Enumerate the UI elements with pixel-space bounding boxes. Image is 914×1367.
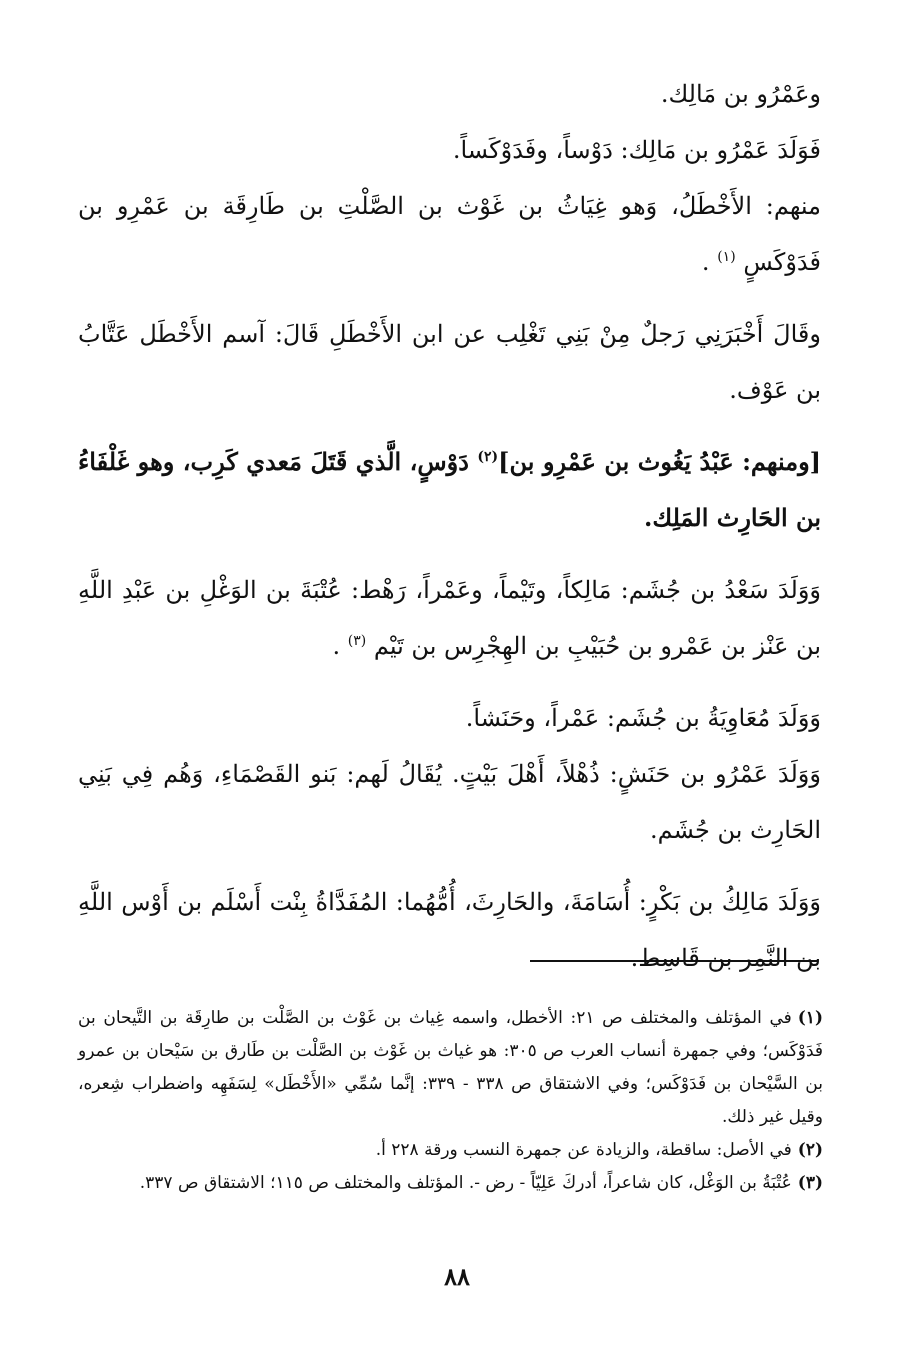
footnote-text: في المؤتلف والمختلف ص ٢١: الأخطل، واسمه غِياث بن غَوْث بن الصَّلْت بن طارِقَة بن التَّيحان بن فَدَوْكَس؛ وفي جمهرة أنساب العرب ص ٣٠٥: هو غياث بن غَوْث بن الصَّلْت بن طَارق بن سَيْحان بن عمرو بن السَّيْحان بن فَدَوْكَس؛ وفي الاشتقاق ص ٣٣٨ - ٣٣٩: إنَّما سُمِّي «الأَخْطَل» لِسَفَهِه واضطراب شِعره، وقيل غير ذلك. [78, 1008, 823, 1127]
footnote-text: في الأصل: ساقطة، والزيادة عن جمهرة النسب ورقة ٢٢٨ أ. [375, 1140, 792, 1160]
paragraph-4: وقَالَ أَخْبَرَنِي رَجلٌ مِنْ بَنِي تَغْلِب عن ابن الأَخْطَلِ قَالَ: آسم الأَخْطَل عَتَّابُ بن عَوْف. [78, 320, 821, 404]
footnote-text: عُتْبَةُ بن الوَغْل، كان شاعراً، أدركَ عَلِيّاً - رض -. المؤتلف والمختلف ص ١١٥؛ الاشتقاق ص ٣٣٧. [139, 1173, 792, 1193]
footnote-ref-1: (١) [717, 249, 736, 265]
footnotes [78, 1002, 823, 1200]
footnote-number: (٣) [797, 1173, 823, 1193]
footnote-3 [78, 1167, 823, 1200]
main-text [78, 66, 821, 986]
footnote-1 [78, 1002, 823, 1134]
paragraph-6: وَوَلَدَ سَعْدُ بن جُشَم: مَالِكاً، وتَيْماً، وعَمْراً، رَهْط: عُتْبَةَ بن الوَغْلِ بن عَبْدِ اللَّهِ بن عَنْز بن عَمْرو بن حُبَيْبِ بن الهِجْرِس بن تَيْم $^{(٣)}$ . [78, 576, 821, 660]
footnote-ref-3: (٣) [347, 633, 367, 649]
paragraph-3: منهم: الأَخْطَلُ، وَهو غِيَاثُ بن غَوْث بن الصَّلْتِ بن طَارِقَة بن عَمْرِو بن فَدَوْكَسٍ $^{(١)}$ . [78, 192, 821, 276]
footnote-separator [530, 960, 818, 962]
paragraph-7: وَوَلَدَ مُعَاوِيَةُ بن جُشَم: عَمْراً، وحَنَشاً. [465, 704, 821, 732]
footnote-number: (٢) [797, 1140, 823, 1160]
footnote-ref-2: (٢) [477, 449, 499, 465]
paragraph-9: وَوَلَدَ مَالِكُ بن بَكْرٍ: أُسَامَةَ، والحَارِثَ، أُمُّهُما: المُفَدَّاةُ بِنْت أَسْلَم بن أَوْس اللَّهِ بن النَّمِر بن قَاسِط. [78, 888, 821, 972]
page-number: ٨٨ [444, 1262, 470, 1291]
paragraph-5: [ومنهم: عَبْدُ يَغُوث بن عَمْرِو بن]$^{(٢)}$ دَوْسٍ، الَّذي قَتَلَ مَعدي كَرِب، وهو غَلْفَاءُ بن الحَارِث المَلِك. [78, 447, 822, 532]
footnote-number: (١) [797, 1008, 823, 1028]
paragraph-1: وعَمْرُو بن مَالِك. [660, 80, 821, 108]
paragraph-8: وَوَلَدَ عَمْرُو بن حَنَشٍ: ذُهْلاً، أَهْلَ بَيْتٍ. يُقَالُ لَهم: بَنو القَصْمَاءِ، وَهُم فِي بَنِي الحَارِث بن جُشَم. [78, 760, 821, 844]
paragraph-2: فَوَلَدَ عَمْرُو بن مَالِك: دَوْساً، وفَدَوْكَساً. [452, 136, 821, 164]
footnote-2 [78, 1134, 823, 1167]
